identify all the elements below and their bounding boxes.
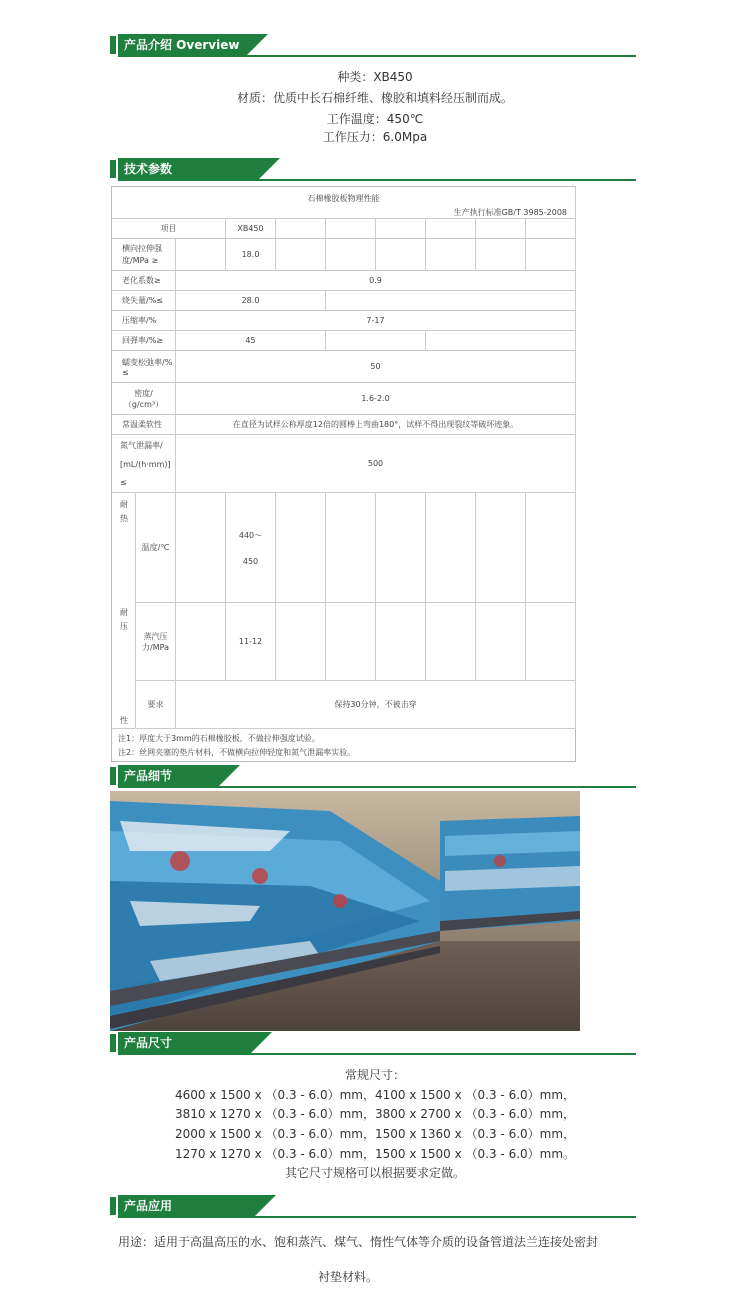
dimensions-line-2: 4600 x 1500 x （0.3 - 6.0）mm，4100 x 1500 x （0.3 - 6.0）mm， <box>174 1088 576 1102</box>
flex-label: 常温柔软性 <box>112 415 176 435</box>
table-title-text: 石棉橡胶板物理性能 <box>307 194 380 203</box>
blank-cell <box>276 493 326 603</box>
recovery-label: 回弹率/%≥ <box>112 331 176 351</box>
blank-cell <box>376 493 426 603</box>
blank-cell <box>476 493 526 603</box>
blank-cell <box>376 603 426 681</box>
heat-char-4: 压 <box>120 622 128 631</box>
density-label <box>112 383 176 415</box>
product-photo-illustration <box>110 791 580 1031</box>
applications-heading <box>110 1195 636 1235</box>
product-photo <box>110 791 580 1031</box>
overview-line-temperature: 工作温度：450℃ <box>326 112 424 126</box>
blank-cell <box>426 603 476 681</box>
leak-label <box>112 435 176 493</box>
note-2: 注2：丝网夹塞的垫片材料，不做横向拉伸轻度和氮气泄漏率实验。 <box>118 748 356 757</box>
blank-cell <box>526 219 576 239</box>
blank-cell <box>376 219 426 239</box>
requirement-value: 保持30分钟，不被击穿 <box>176 681 576 729</box>
blank-cell <box>326 219 376 239</box>
flex-value: 在直径为试样公称厚度12倍的圆棒上弯曲180°，试样不得出现裂纹等破坏迹象。 <box>176 415 576 435</box>
heat-char-1: 耐 <box>120 500 128 509</box>
blank-cell <box>526 239 576 271</box>
temp-value-line2: 450 <box>242 556 259 566</box>
overview-heading <box>110 34 636 58</box>
creep-label-line2: ≤ <box>122 367 129 377</box>
pressure-value: 11-12 <box>226 603 276 681</box>
density-label-line1: 密度/ <box>134 388 153 398</box>
temp-label: 温度/℃ <box>136 493 176 603</box>
overview-heading-text: 产品介绍 Overview <box>118 34 246 56</box>
blank-cell <box>476 603 526 681</box>
dimensions-heading-text: 产品尺寸 Dimensions <box>118 1032 250 1054</box>
dimensions-line-1: 常规尺寸： <box>344 1068 405 1082</box>
leak-label-line1: 氮气泄漏率/ <box>120 440 163 450</box>
leak-label-line2: [mL/(h·mm)] <box>120 459 171 469</box>
blank-cell <box>326 493 376 603</box>
details-heading <box>110 765 636 789</box>
blank-cell <box>176 493 226 603</box>
dimensions-line-6: 其它尺寸规格可以根据要求定做。 <box>284 1166 465 1180</box>
aging-value: 0.9 <box>176 271 576 291</box>
spec-table <box>111 186 576 762</box>
density-value: 1.6-2.0 <box>176 383 576 415</box>
compress-value: 7-17 <box>176 311 576 331</box>
blank-cell <box>426 493 476 603</box>
blank-cell <box>426 219 476 239</box>
leak-label-line3: ≤ <box>120 478 127 488</box>
pressure-label <box>136 603 176 681</box>
dimensions-line-4: 2000 x 1500 x （0.3 - 6.0）mm，1500 x 1360 x （0.3 - 6.0）mm， <box>174 1127 576 1141</box>
heat-char-5: 性 <box>120 716 128 725</box>
temp-value <box>226 493 276 603</box>
creep-value: 50 <box>176 351 576 383</box>
overview-line-pressure: 工作压力：6.0Mpa <box>322 130 428 144</box>
specs-heading-text: 技术参数 <box>118 158 258 180</box>
details-heading-text: 产品细节 <box>118 765 218 787</box>
leak-value: 500 <box>176 435 576 493</box>
applications-text-line2: 衬垫材料。 <box>318 1270 379 1284</box>
temp-value-line1: 440～ <box>238 530 263 540</box>
blank-cell <box>376 239 426 271</box>
loss-value: 28.0 <box>176 291 326 311</box>
overview-line-type: 种类：XB450 <box>337 70 413 84</box>
blank-cell <box>326 291 576 311</box>
blank-cell <box>276 239 326 271</box>
creep-label <box>112 351 176 383</box>
requirement-label: 要求 <box>136 681 176 729</box>
applications-heading-text: 产品应用 Applications <box>118 1195 254 1217</box>
dimensions-heading <box>110 1032 636 1072</box>
blank-cell <box>426 239 476 271</box>
blank-cell <box>176 603 226 681</box>
blank-cell <box>326 239 376 271</box>
heat-char-2: 热 <box>120 514 128 523</box>
loss-label: 烧失量/%≤ <box>112 291 176 311</box>
blank-cell <box>326 603 376 681</box>
creep-label-line1: 蠕变松弛率/% <box>122 357 173 367</box>
blank-cell <box>526 603 576 681</box>
dimensions-line-5: 1270 x 1270 x （0.3 - 6.0）mm，1500 x 1500 x （0.3 - 6.0）mm。 <box>174 1147 576 1161</box>
note-1: 注1：厚度大于3mm的石棉橡胶板，不做拉伸强度试验。 <box>118 734 320 743</box>
pressure-label-line1: 蒸汽压 <box>143 631 168 641</box>
blank-cell <box>326 331 426 351</box>
tensile-value: 18.0 <box>226 239 276 271</box>
pressure-label-line2: 力/MPa <box>142 642 169 652</box>
overview-line-material: 材质：优质中长石棉纤维、橡胶和填料经压制而成。 <box>236 91 513 105</box>
recovery-value: 45 <box>176 331 326 351</box>
col-grade-header: XB450 <box>226 219 276 239</box>
blank-cell <box>476 239 526 271</box>
col-item-header: 项目 <box>112 219 226 239</box>
heat-char-3: 耐 <box>120 608 128 617</box>
blank-cell <box>276 219 326 239</box>
tensile-label: 横向拉伸强度/MPa ≥ <box>112 239 176 271</box>
blank-cell <box>176 239 226 271</box>
compress-label: 压缩率/% <box>112 311 176 331</box>
blank-cell <box>526 493 576 603</box>
blank-cell <box>426 331 576 351</box>
density-label-line2: （g/cm³） <box>123 399 164 409</box>
applications-text-line1: 用途：适用于高温高压的水、饱和蒸汽、煤气、惰性气体等介质的设备管道法兰连接处密封 <box>118 1235 599 1249</box>
spec-standard: 生产执行标准GB/T 3985-2008 <box>453 208 567 217</box>
aging-label: 老化系数≥ <box>112 271 176 291</box>
blank-cell <box>476 219 526 239</box>
specs-heading <box>110 158 636 182</box>
blank-cell <box>276 603 326 681</box>
dimensions-line-3: 3810 x 1270 x （0.3 - 6.0）mm，3800 x 2700 x （0.3 - 6.0）mm， <box>174 1107 576 1121</box>
